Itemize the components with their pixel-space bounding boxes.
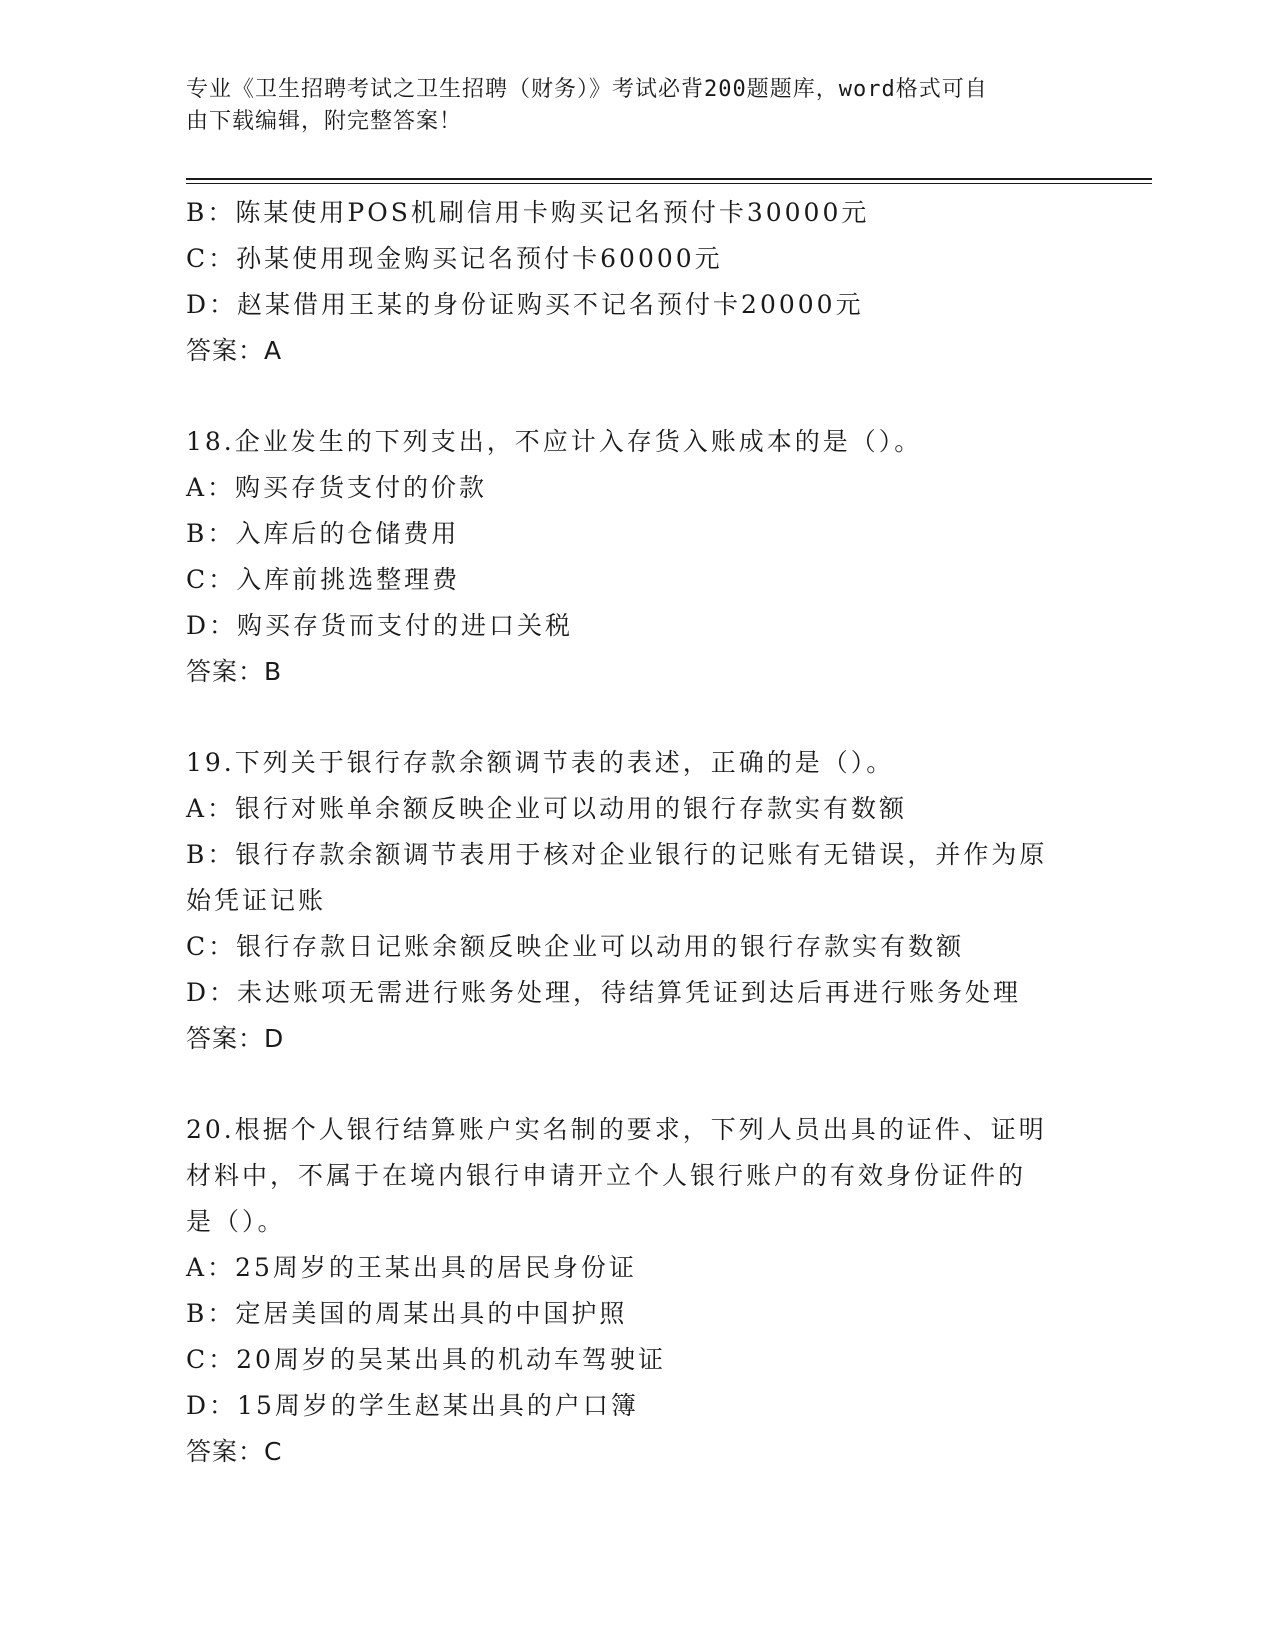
question-18 xyxy=(186,419,1086,695)
header-rule-thin xyxy=(186,183,1152,184)
answer: 答案：A xyxy=(186,336,283,365)
option-a: A：银行对账单余额反映企业可以动用的银行存款实有数额 xyxy=(186,794,908,823)
spacer xyxy=(186,374,1086,419)
option-b: B：入库后的仓储费用 xyxy=(186,519,460,548)
answer: 答案：C xyxy=(186,1437,283,1466)
header-rule-thick xyxy=(186,178,1152,180)
option-c: C：孙某使用现金购买记名预付卡60000元 xyxy=(186,244,723,273)
option-b: B：定居美国的周某出具的中国护照 xyxy=(186,1299,628,1328)
option-d: D：15周岁的学生赵某出具的户口簿 xyxy=(186,1391,639,1420)
option-c: C：银行存款日记账余额反映企业可以动用的银行存款实有数额 xyxy=(186,932,965,961)
question-19 xyxy=(186,740,1086,1062)
option-d: D：未达账项无需进行账务处理，待结算凭证到达后再进行账务处理 xyxy=(186,978,1022,1007)
question-stem: 19.下列关于银行存款余额调节表的表述，正确的是（）。 xyxy=(186,748,895,777)
question-20 xyxy=(186,1107,1086,1475)
question-17 xyxy=(186,190,1086,374)
spacer xyxy=(186,1062,1086,1107)
question-stem-line-2: 材料中，不属于在境内银行申请开立个人银行账户的有效身份证件的 xyxy=(186,1161,1027,1190)
answer: 答案：D xyxy=(186,1024,285,1053)
question-stem-line-1: 20.根据个人银行结算账户实名制的要求，下列人员出具的证件、证明 xyxy=(186,1115,1047,1144)
option-a: A：购买存货支付的价款 xyxy=(186,473,488,502)
header-line-2: 由下载编辑，附完整答案！ xyxy=(186,109,463,134)
spacer xyxy=(186,695,1086,740)
option-a: A：25周岁的王某出具的居民身份证 xyxy=(186,1253,637,1282)
option-d: D：赵某借用王某的身份证购买不记名预付卡20000元 xyxy=(186,290,864,319)
option-c: C：20周岁的吴某出具的机动车驾驶证 xyxy=(186,1345,666,1374)
header-line-1: 专业《卫生招聘考试之卫生招聘（财务）》考试必背200题题库，word格式可自 xyxy=(186,77,988,102)
option-b-continued: 始凭证记账 xyxy=(186,886,327,915)
option-b: B：银行存款余额调节表用于核对企业银行的记账有无错误，并作为原 xyxy=(186,840,1048,869)
question-stem-line-3: 是（）。 xyxy=(186,1207,286,1236)
question-stem: 18.企业发生的下列支出，不应计入存货入账成本的是（）。 xyxy=(186,427,923,456)
answer: 答案：B xyxy=(186,657,283,686)
document-header xyxy=(186,74,1086,138)
option-b: B：陈某使用POS机刷信用卡购买记名预付卡30000元 xyxy=(186,198,870,227)
question-list xyxy=(186,190,1086,1475)
option-c: C：入库前挑选整理费 xyxy=(186,565,461,594)
option-d: D：购买存货而支付的进口关税 xyxy=(186,611,574,640)
